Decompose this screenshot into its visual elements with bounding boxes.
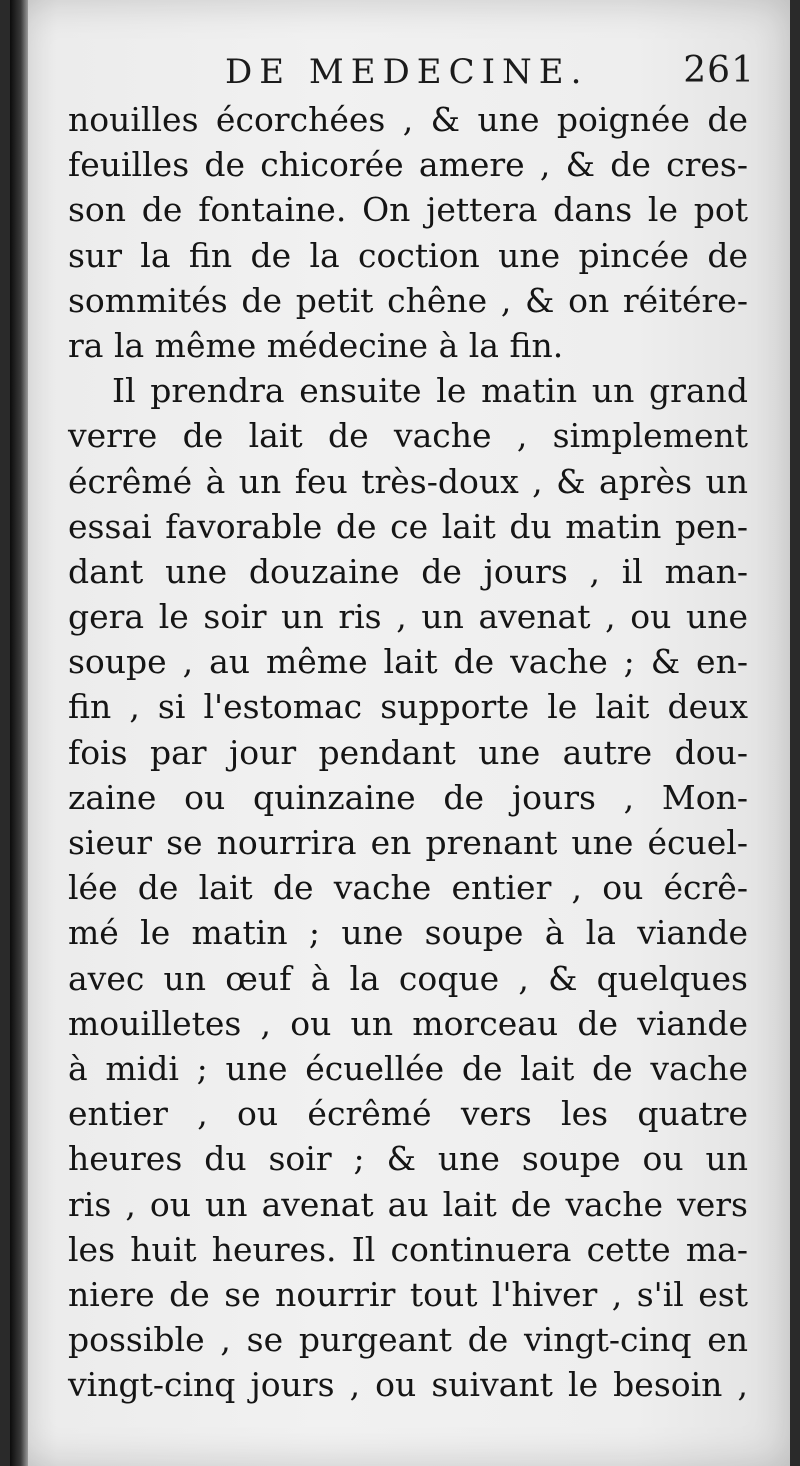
book-page <box>10 0 790 1466</box>
text-line: niere de se nourrir tout l'hiver , s'il est <box>68 1274 748 1314</box>
text-line: gera le soir un ris , un avenat , ou une <box>68 597 748 637</box>
paragraph-start-line: Il prendra ensuite le matin un grand <box>112 371 748 411</box>
text-line: zaine ou quinzaine de jours , Mon- <box>68 777 748 817</box>
text-line: feuilles de chicorée amere , & de cres- <box>68 145 748 185</box>
text-line: fois par jour pendant une autre dou- <box>68 732 748 772</box>
text-line: mouilletes , ou un morceau de viande <box>68 1003 748 1043</box>
text-line: verre de lait de vache , simplement <box>68 416 748 456</box>
text-line: fin , si l'estomac supporte le lait deux <box>68 687 748 727</box>
running-head: DE MEDECINE. <box>225 52 589 92</box>
text-line: sieur se nourrira en prenant une écuel- <box>68 823 748 862</box>
text-line: à midi ; une écuellée de lait de vache <box>68 1048 748 1088</box>
text-line: mé le matin ; une soupe à la viande <box>68 913 748 953</box>
text-line: vingt-cinq jours , ou suivant le besoin , <box>68 1365 748 1405</box>
text-line: ra la même médecine à la fin. <box>68 325 564 365</box>
text-line: nouilles écorchées , & une poignée de <box>68 100 748 139</box>
text-line: écrêmé à un feu très-doux , & après un <box>68 461 748 501</box>
text-line: dant une douzaine de jours , il man- <box>68 551 748 591</box>
text-line: avec un œuf à la coque , & quelques <box>68 958 748 998</box>
binding-edge <box>10 0 28 1466</box>
text-line: essai favorable de ce lait du matin pen- <box>68 506 748 546</box>
text-line: ris , ou un avenat au lait de vache vers <box>68 1184 748 1224</box>
text-line: sur la fin de la coction une pincée de <box>68 235 748 275</box>
text-line: entier , ou écrêmé vers les quatre <box>68 1094 748 1134</box>
text-line: possible , se purgeant de vingt-cinq en <box>68 1320 748 1360</box>
body-text <box>68 97 748 1407</box>
text-line: heures du soir ; & une soupe ou un <box>68 1139 748 1179</box>
text-line: lée de lait de vache entier , ou écrê- <box>68 868 748 908</box>
text-line: son de fontaine. On jettera dans le pot <box>68 190 748 230</box>
page-number: 261 <box>683 50 755 91</box>
text-line: les huit heures. Il continuera cette ma- <box>68 1229 748 1269</box>
text-line: sommités de petit chêne , & on réitére- <box>68 280 748 320</box>
text-line: soupe , au même lait de vache ; & en- <box>68 642 748 682</box>
